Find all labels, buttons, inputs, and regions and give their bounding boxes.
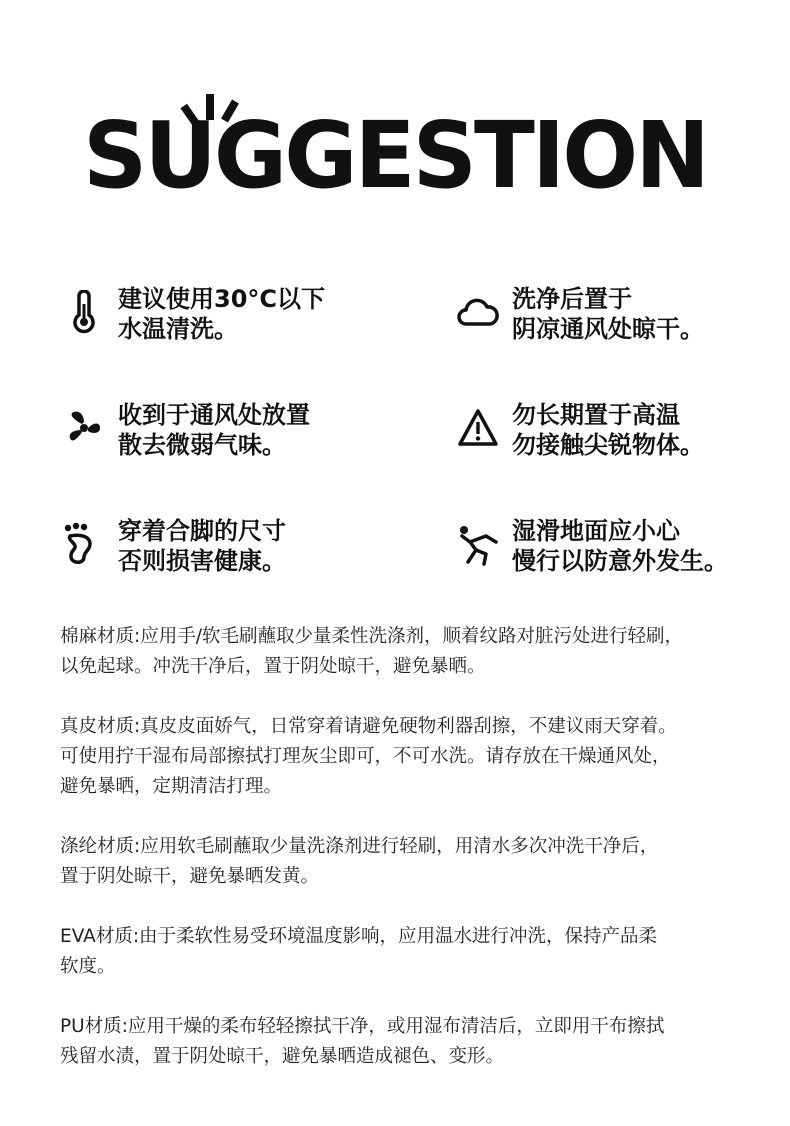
material-paragraph-leather <box>60 712 750 802</box>
material-paragraph-cotton-linen <box>60 622 750 682</box>
paragraph-line: 真皮材质:真皮皮面娇气，日常穿着请避免硬物利器刮擦，不建议雨天穿着。 <box>60 716 677 737</box>
tip-text <box>118 284 418 344</box>
fan-icon <box>62 406 106 450</box>
paragraph-line: 残留水渍，置于阴处晾干，避免暴晒造成褪色、变形。 <box>60 1046 505 1067</box>
paragraph-line: 避免暴晒，定期清洁打理。 <box>60 776 283 797</box>
paragraph-line: 可使用拧干湿布局部擦拭打理灰尘即可，不可水洗。请存放在干燥通风处， <box>60 746 671 767</box>
tip-line: 否则损害健康。 <box>118 547 286 575</box>
material-care-list <box>60 622 750 1102</box>
paragraph-line: 涤纶材质:应用软毛刷蘸取少量洗涤剂进行轻刷，用清水多次冲洗干净后， <box>60 836 659 857</box>
tip-line: 建议使用30°C以下 <box>118 285 326 313</box>
paragraph-line: 以免起球。冲洗干净后，置于阴处晾干，避免暴晒。 <box>60 656 486 677</box>
material-paragraph-eva <box>60 922 750 982</box>
tip-text <box>512 284 790 344</box>
tip-item-slippery <box>456 516 790 586</box>
tip-line: 收到于通风处放置 <box>118 401 310 429</box>
tip-item-heat-sharp <box>456 400 790 470</box>
paragraph-line: PU材质:应用干燥的柔布轻轻擦拭干净，或用湿布清洁后，立即用干布擦拭 <box>60 1016 665 1037</box>
tip-line: 洗净后置于 <box>512 285 632 313</box>
tip-item-fit <box>62 516 402 586</box>
paragraph-line: EVA材质:由于柔软性易受环境温度影响，应用温水进行冲洗，保持产品柔 <box>60 926 658 947</box>
tip-line: 勿长期置于高温 <box>512 401 680 429</box>
tip-text <box>118 400 418 460</box>
paragraph-line: 棉麻材质:应用手/软毛刷蘸取少量柔性洗涤剂，顺着纹路对脏污处进行轻刷， <box>60 626 683 647</box>
tip-line: 散去微弱气味。 <box>118 431 286 459</box>
tip-line: 水温清洗。 <box>118 315 238 343</box>
footprint-icon <box>62 522 106 566</box>
cloud-icon <box>456 290 500 334</box>
tip-text <box>512 516 790 576</box>
warning-icon <box>456 406 500 450</box>
tip-line: 阴凉通风处晾干。 <box>512 315 704 343</box>
slipping-person-icon <box>456 522 500 566</box>
tip-text <box>512 400 790 460</box>
material-paragraph-pu <box>60 1012 750 1072</box>
page-title: SUGGESTION <box>82 102 707 209</box>
tip-item-dry-shade <box>456 284 790 354</box>
material-paragraph-polyester <box>60 832 750 892</box>
tip-line: 勿接触尖锐物体。 <box>512 431 704 459</box>
tip-line: 穿着合脚的尺寸 <box>118 517 286 545</box>
paragraph-line: 置于阴处晾干，避免暴晒发黄。 <box>60 866 320 887</box>
title-block <box>0 92 790 222</box>
tip-line: 慢行以防意外发生。 <box>512 547 728 575</box>
tip-item-ventilate <box>62 400 402 470</box>
paragraph-line: 软度。 <box>60 956 116 977</box>
tip-text <box>118 516 418 576</box>
thermometer-icon <box>62 290 106 334</box>
tip-line: 湿滑地面应小心 <box>512 517 680 545</box>
tip-item-water-temp <box>62 284 402 354</box>
